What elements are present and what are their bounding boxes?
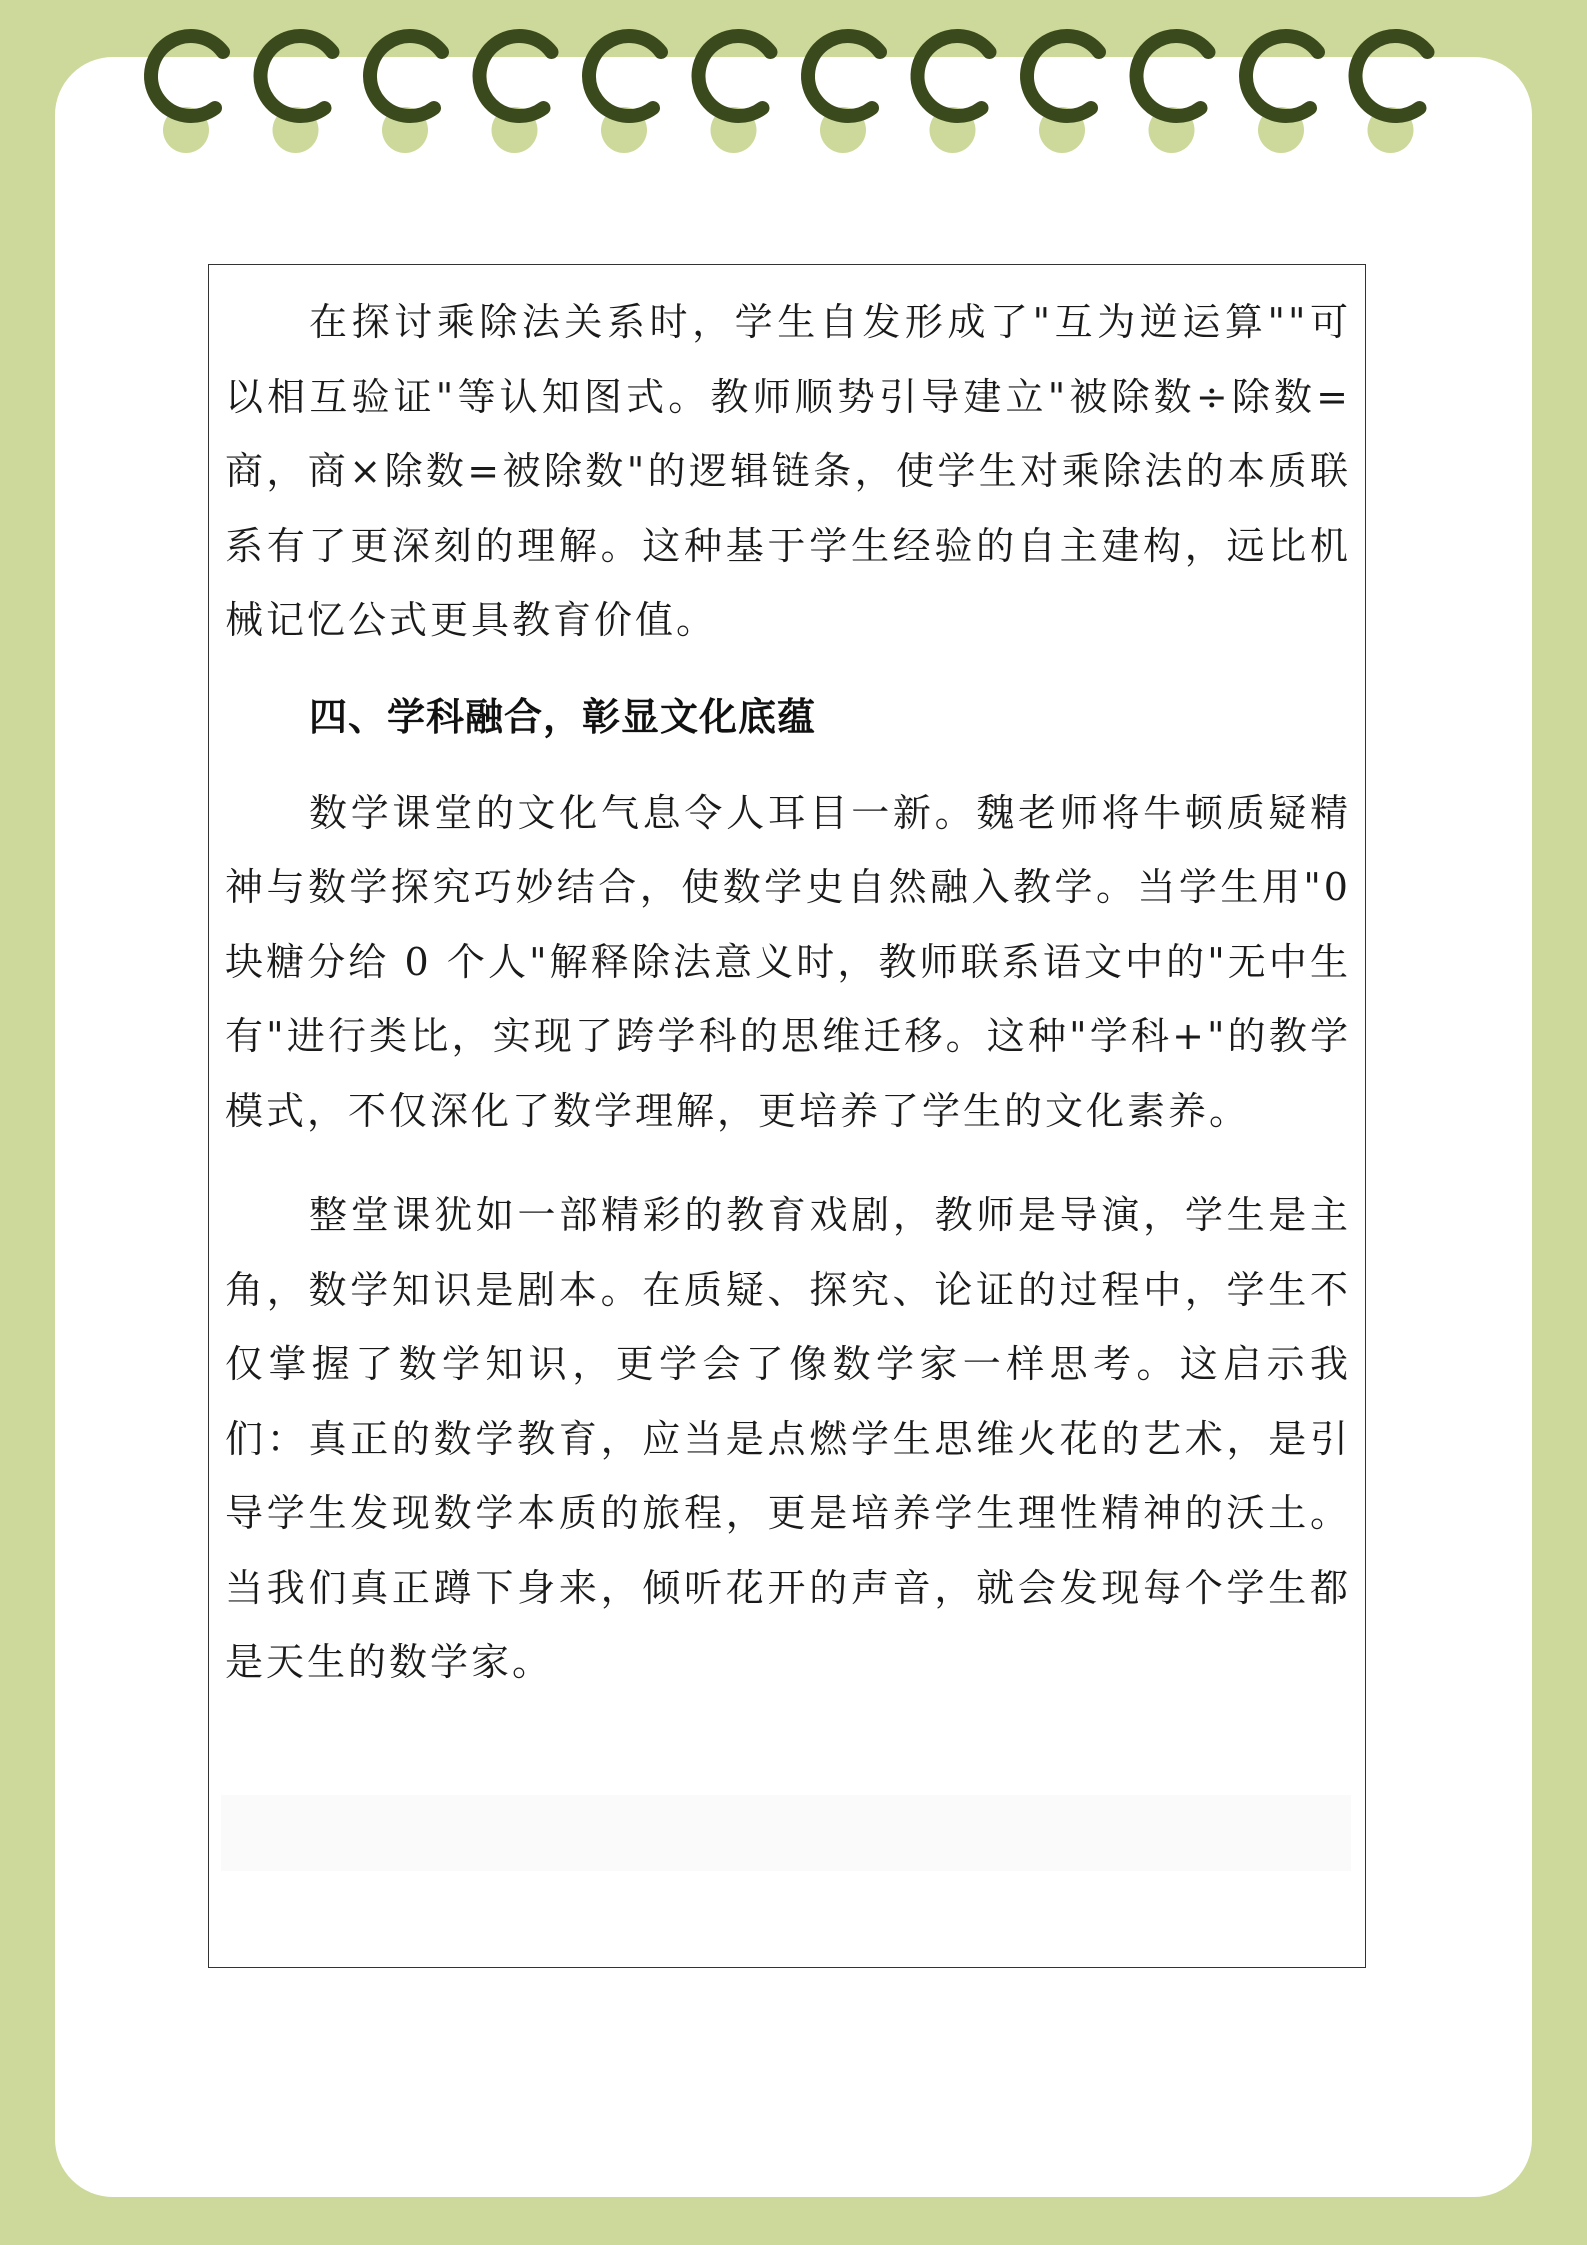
- faded-strip: [221, 1795, 1351, 1871]
- paragraph-conclusion: 整堂课犹如一部精彩的教育戏剧，教师是导演，学生是主角，数学知识是剧本。在质疑、探究、论证的过程中，学生不仅掌握了数学知识，更学会了像数学家一样思考。这启示我们：真正的数学教育，应当是点燃学生思维火花的艺术，是引导学生发现数学本质的旅程，更是培养学生理性精神的沃土。当我们真正蹲下身来，倾听花开的声音，就会发现每个学生都是天生的数学家。: [225, 1193, 1351, 1684]
- document-body: [225, 285, 1351, 1700]
- paragraph-math-culture: 数学课堂的文化气息令人耳目一新。魏老师将牛顿质疑精神与数学探究巧妙结合，使数学史自然融入教学。当学生用"0 块糖分给 0 个人"解释除法意义时，教师联系语文中的"无中生有"进行类比，实现了跨学科的思维迁移。这种"学科+"的教学模式，不仅深化了数学理解，更培养了学生的文化素养。: [225, 790, 1351, 1133]
- section-heading: 四、学科融合，彰显文化底蕴: [309, 694, 817, 739]
- paragraph-multiplication-division: 在探讨乘除法关系时，学生自发形成了"互为逆运算""可以相互验证"等认知图式。教师顺势引导建立"被除数÷除数=商，商×除数=被除数"的逻辑链条，使学生对乘除法的本质联系有了更深刻的理解。这种基于学生经验的自主建构，远比机械记忆公式更具教育价值。: [225, 300, 1351, 642]
- text-frame: [208, 264, 1366, 1968]
